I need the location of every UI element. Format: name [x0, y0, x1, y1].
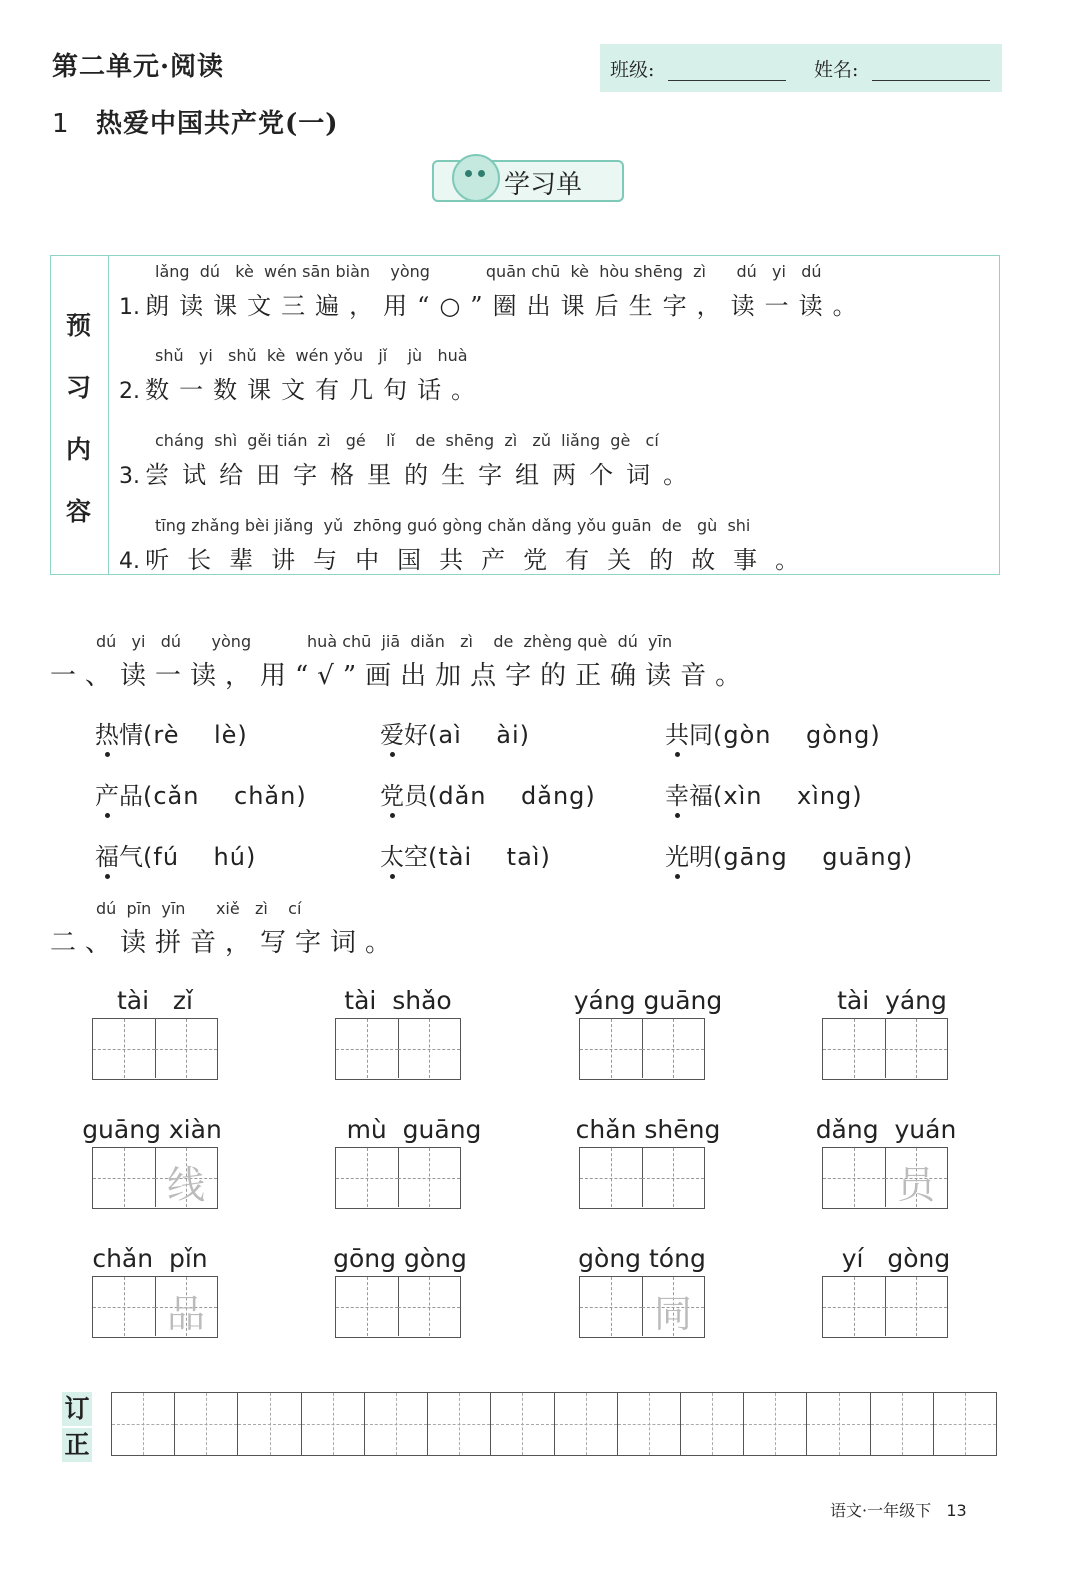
class-label: 班级: — [610, 59, 655, 81]
preview-item — [119, 540, 817, 575]
grid-pinyin: dǎng yuán — [815, 1115, 957, 1144]
item-number: 4. — [119, 549, 140, 574]
correction-label — [62, 1392, 92, 1464]
choice-word: 共同 — [665, 721, 713, 749]
reading-choice[interactable] — [95, 776, 307, 811]
correction-cell[interactable] — [618, 1393, 681, 1455]
choice-options: (gòn gòng) — [713, 721, 881, 749]
reading-choice[interactable] — [665, 837, 913, 872]
emphasis-dot — [105, 874, 110, 879]
grid-cell[interactable] — [93, 1019, 156, 1078]
grid-cell[interactable] — [580, 1148, 643, 1207]
reading-choice[interactable] — [380, 715, 530, 750]
choice-word: 太空 — [380, 843, 428, 871]
choice-options: (gāng guāng) — [713, 843, 914, 871]
tianzige-grid[interactable] — [335, 1147, 461, 1209]
unit-title: 第二单元·阅读 — [52, 52, 225, 82]
grid-cell[interactable] — [580, 1277, 643, 1336]
choice-word: 爱好 — [380, 721, 428, 749]
item-text: 尝试给田字格里的生字组两个词。 — [145, 461, 701, 489]
grid-pinyin: mù guāng — [346, 1115, 482, 1144]
grid-pinyin: chǎn shēng — [575, 1115, 721, 1144]
name-label: 姓名: — [814, 59, 859, 81]
emphasis-dot — [390, 874, 395, 879]
grid-cell[interactable] — [885, 1148, 947, 1207]
section2-pinyin: dú pīn yīn xiě zì cí — [96, 899, 302, 918]
correction-cell[interactable] — [871, 1393, 934, 1455]
reading-choice[interactable] — [95, 715, 248, 750]
correction-char: 订 — [62, 1392, 92, 1426]
correction-cell[interactable] — [681, 1393, 744, 1455]
item-text: 朗读课文三遍，用“○”圈出课后生字，读一读。 — [145, 292, 867, 320]
reading-choice[interactable] — [380, 837, 551, 872]
correction-cell[interactable] — [365, 1393, 428, 1455]
choice-word: 光明 — [665, 843, 713, 871]
correction-cell[interactable] — [302, 1393, 365, 1455]
correction-cell[interactable] — [744, 1393, 807, 1455]
grid-pinyin: guāng xiàn — [82, 1115, 222, 1144]
footer-subject: 语文·一年级下 — [830, 1501, 932, 1520]
correction-cell[interactable] — [807, 1393, 870, 1455]
item-pinyin: cháng shì gěi tián zì gé lǐ de shēng zì zǔ liǎng gè cí — [155, 431, 659, 450]
grid-pinyin: tài yáng — [837, 986, 947, 1015]
tianzige-grid[interactable] — [579, 1276, 705, 1338]
tracing-hint: 员 — [896, 1163, 935, 1207]
reading-choice[interactable] — [380, 776, 596, 811]
choice-word: 幸福 — [665, 782, 713, 810]
grid-cell[interactable] — [823, 1019, 886, 1078]
page-number: 13 — [946, 1501, 967, 1520]
grid-cell[interactable] — [398, 1019, 460, 1078]
item-text: 数一数课文有几句话。 — [145, 376, 486, 404]
grid-cell[interactable] — [336, 1019, 399, 1078]
tianzige-grid[interactable] — [822, 1276, 948, 1338]
item-text: 听长辈讲与中国共产党有关的故事。 — [145, 546, 818, 574]
grid-cell[interactable] — [93, 1148, 156, 1207]
preview-item — [119, 370, 485, 405]
grid-cell[interactable] — [642, 1277, 704, 1336]
preview-item — [119, 455, 700, 490]
page-footer — [830, 1498, 967, 1521]
banner-text: 学习单 — [504, 170, 583, 200]
choice-options: (xìn xìng) — [713, 782, 863, 810]
preview-item — [119, 286, 867, 321]
grid-cell[interactable] — [93, 1277, 156, 1336]
grid-pinyin: yí gòng — [841, 1244, 951, 1273]
tracing-hint: 同 — [653, 1292, 692, 1336]
reading-choice[interactable] — [665, 715, 881, 750]
section1-pinyin: dú yi dú yòng huà chū jiā diǎn zì de zhèng què dú yīn — [96, 632, 673, 651]
tiger-mascot-icon — [452, 154, 500, 202]
choice-options: (fú hú) — [143, 843, 257, 871]
class-field[interactable] — [668, 80, 786, 81]
grid-pinyin: yáng guāng — [573, 986, 723, 1015]
grid-cell[interactable] — [823, 1277, 886, 1336]
grid-cell[interactable] — [336, 1277, 399, 1336]
grid-cell[interactable] — [642, 1148, 704, 1207]
grid-pinyin: gōng gòng — [333, 1244, 467, 1273]
correction-cell[interactable] — [175, 1393, 238, 1455]
section1-title: 一、读一读，用“√”画出加点字的正确读音。 — [50, 661, 751, 691]
reading-choice[interactable] — [95, 837, 256, 872]
tianzige-grid[interactable] — [335, 1276, 461, 1338]
study-sheet-banner — [432, 160, 624, 202]
emphasis-dot — [390, 813, 395, 818]
correction-grid[interactable] — [111, 1392, 997, 1456]
choice-word: 福气 — [95, 843, 143, 871]
correction-cell[interactable] — [491, 1393, 554, 1455]
emphasis-dot — [675, 813, 680, 818]
tianzige-grid[interactable] — [822, 1018, 948, 1080]
side-char: 习 — [66, 373, 92, 402]
name-field[interactable] — [872, 80, 990, 81]
side-char: 内 — [66, 435, 92, 464]
grid-cell[interactable] — [155, 1148, 217, 1207]
emphasis-dot — [675, 752, 680, 757]
item-number: 2. — [119, 379, 140, 404]
correction-char: 正 — [62, 1428, 92, 1462]
choice-options: (tài taì) — [428, 843, 551, 871]
correction-cell[interactable] — [238, 1393, 301, 1455]
class-name-box — [600, 44, 1002, 92]
grid-cell[interactable] — [580, 1019, 643, 1078]
emphasis-dot — [675, 874, 680, 879]
grid-cell[interactable] — [885, 1019, 947, 1078]
tianzige-grid[interactable] — [92, 1147, 218, 1209]
choice-options: (dǎn dǎng) — [428, 782, 596, 810]
item-pinyin: shǔ yi shǔ kè wén yǒu jǐ jù huà — [155, 346, 468, 365]
grid-pinyin: gòng tóng — [578, 1244, 706, 1273]
choice-word: 党员 — [380, 782, 428, 810]
grid-cell[interactable] — [823, 1148, 886, 1207]
grid-cell[interactable] — [398, 1148, 460, 1207]
choice-options: (cǎn chǎn) — [143, 782, 307, 810]
correction-cell[interactable] — [112, 1393, 175, 1455]
preview-content-box — [50, 255, 1000, 575]
grid-pinyin: chǎn pǐn — [92, 1244, 208, 1273]
item-number: 1. — [119, 295, 140, 320]
tianzige-grid[interactable] — [822, 1147, 948, 1209]
correction-cell[interactable] — [934, 1393, 996, 1455]
correction-cell[interactable] — [555, 1393, 618, 1455]
section2-title: 二、读拼音，写字词。 — [50, 928, 401, 958]
tianzige-grid[interactable] — [92, 1018, 218, 1080]
grid-cell[interactable] — [336, 1148, 399, 1207]
lesson-number: 1 — [52, 109, 70, 139]
tianzige-grid[interactable] — [335, 1018, 461, 1080]
item-pinyin: tīng zhǎng bèi jiǎng yǔ zhōng guó gòng chǎn dǎng yǒu guān de gù shi — [155, 516, 751, 535]
tracing-hint: 线 — [166, 1163, 205, 1207]
item-number: 3. — [119, 464, 140, 489]
grid-cell[interactable] — [885, 1277, 947, 1336]
emphasis-dot — [390, 752, 395, 757]
grid-pinyin: tài zǐ — [117, 986, 193, 1015]
correction-cell[interactable] — [428, 1393, 491, 1455]
grid-cell[interactable] — [398, 1277, 460, 1336]
grid-cell[interactable] — [155, 1277, 217, 1336]
choice-options: (rè lè) — [143, 721, 248, 749]
emphasis-dot — [105, 813, 110, 818]
lesson-title — [52, 103, 339, 140]
choice-options: (aì ài) — [428, 721, 530, 749]
grid-pinyin: tài shǎo — [344, 986, 452, 1015]
side-char: 容 — [66, 497, 92, 526]
choice-word: 产品 — [95, 782, 143, 810]
item-pinyin: lǎng dú kè wén sān biàn yòng quān chū kè hòu shēng zì dú yi dú — [155, 262, 822, 281]
emphasis-dot — [105, 752, 110, 757]
tianzige-grid[interactable] — [579, 1147, 705, 1209]
reading-choice[interactable] — [665, 776, 863, 811]
grid-cell[interactable] — [155, 1019, 217, 1078]
lesson-title-text: 热爱中国共产党(一) — [96, 109, 339, 139]
side-char: 预 — [66, 311, 92, 340]
preview-side-label — [51, 256, 109, 574]
grid-cell[interactable] — [642, 1019, 704, 1078]
tianzige-grid[interactable] — [579, 1018, 705, 1080]
tracing-hint: 品 — [166, 1292, 205, 1336]
tianzige-grid[interactable] — [92, 1276, 218, 1338]
choice-word: 热情 — [95, 721, 143, 749]
